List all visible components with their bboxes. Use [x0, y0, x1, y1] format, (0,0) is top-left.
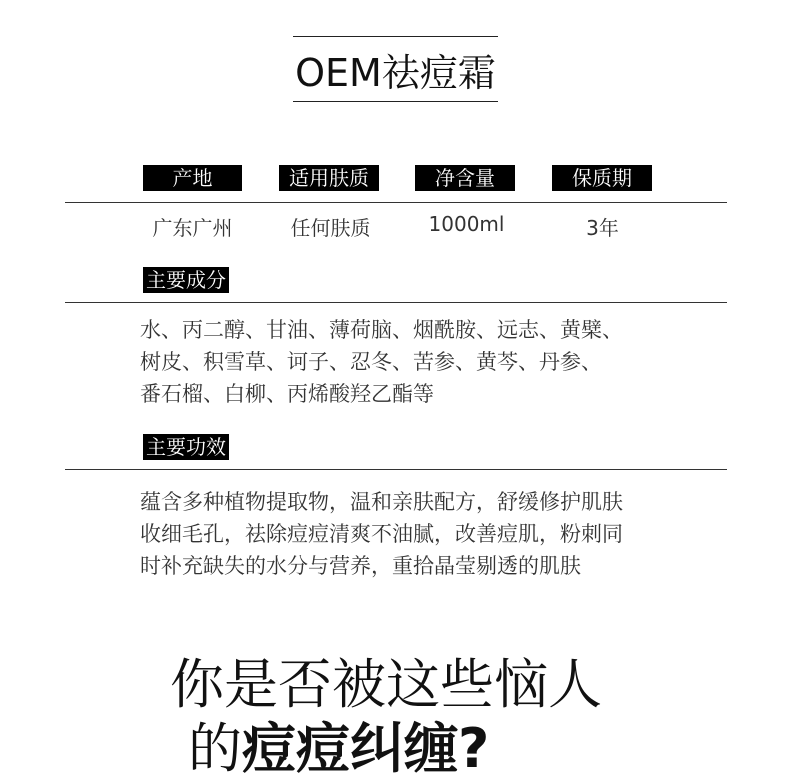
- efficacy-line: 蕴含多种植物提取物，温和亲肤配方，舒缓修护肌肤: [140, 490, 623, 514]
- efficacy-text: [140, 486, 720, 582]
- headline-line-1: 你是否被这些恼人: [170, 653, 602, 716]
- spec-value-skin-type: 任何肤质: [290, 216, 371, 240]
- spec-value-shelf-life: 3年: [586, 216, 619, 240]
- page-title: OEM祛痘霜: [295, 50, 496, 95]
- headline-line-2: [188, 706, 489, 783]
- ingredients-line: 番石榴、白柳、丙烯酸羟乙酯等: [140, 382, 434, 406]
- ingredients-text: [140, 314, 720, 410]
- headline-line-2-bold: 痘痘纠缠?: [242, 717, 490, 780]
- spec-value-net-content: 1000ml: [428, 212, 505, 236]
- spec-header-shelf-life: 保质期: [552, 165, 652, 191]
- spec-header-skin-type: 适用肤质: [279, 165, 379, 191]
- title-box: [293, 36, 498, 102]
- spec-header-origin: 产地: [143, 165, 242, 191]
- spec-value-origin: 广东广州: [152, 216, 233, 240]
- ingredients-label: 主要成分: [143, 267, 229, 293]
- efficacy-line: 时补充缺失的水分与营养，重拾晶莹剔透的肌肤: [140, 554, 581, 578]
- ingredients-line: 水、丙二醇、甘油、薄荷脑、烟酰胺、远志、黄檗、: [140, 318, 623, 342]
- spec-header-net-content: 净含量: [415, 165, 515, 191]
- efficacy-line: 收细毛孔，祛除痘痘清爽不油腻，改善痘肌，粉刺同: [140, 522, 623, 546]
- headline-line-2-prefix: 的: [188, 717, 242, 780]
- divider-ingredients: [65, 302, 727, 303]
- spec-values: [0, 212, 792, 242]
- ingredients-line: 树皮、积雪草、诃子、忍冬、苦参、黄芩、丹参、: [140, 350, 602, 374]
- efficacy-label: 主要功效: [143, 434, 229, 460]
- divider-efficacy: [65, 469, 727, 470]
- divider-specs: [65, 202, 727, 203]
- spec-headers: [0, 165, 792, 191]
